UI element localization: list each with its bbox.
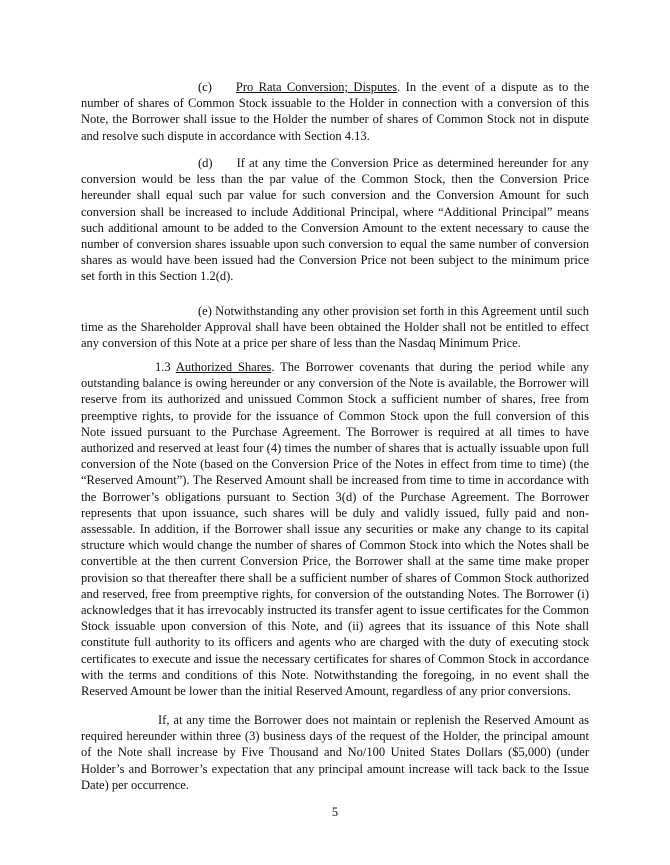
paragraph-c-label: (c) [198, 80, 212, 94]
paragraph-reserve [81, 712, 589, 793]
paragraph-d [81, 155, 589, 285]
paragraph-e [81, 303, 589, 352]
section-1-3-number: 1.3 [155, 360, 171, 374]
paragraph-c-text: . In the event of a dispute as to the number of shares of Common Stock issuable to the Holder in connection with a conversion of this Note, the Borrower shall issue to the Holder the number of shares of Common Stock not in dispute and resolve such dispute in accordance with Section 4.13. [81, 80, 589, 143]
section-1-3-heading: Authorized Shares [175, 360, 272, 374]
section-1-3-text: . The Borrower covenants that during the period while any outstanding balance is owing hereunder or any conversion of the Note is available, the Borrower will reserve from its authorized and unissued Common Stock a sufficient number of shares, free from preemptive rights, to provide for the issuance of Common Stock upon the full conversion of this Note issued pursuant to the Purchase Agreement. The Borrower is required at all times to have authorized and reserved at least four (4) times the number of shares that is actually issuable upon full conversion of the Note (based on the Conversion Price of the Notes in effect from time to time) (the “Reserved Amount”). The Reserved Amount shall be increased from time to time in accordance with the Borrower’s obligations pursuant to Section 3(d) of the Purchase Agreement. The Borrower represents that upon issuance, such shares will be duly and validly issued, fully paid and non-assessable. In addition, if the Borrower shall issue any securities or make any change to its capital structure which would change the number of shares of Common Stock into which the Notes shall be convertible at the then current Conversion Price, the Borrower shall at the same time make proper provision so that thereafter there shall be a sufficient number of shares of Common Stock authorized and reserved, free from preemptive rights, for conversion of the outstanding Notes. The Borrower (i) acknowledges that it has irrevocably instructed its transfer agent to issue certificates for the Common Stock issuable upon conversion of this Note, and (ii) agrees that its issuance of this Note shall constitute full authority to its officers and agents who are charged with the duty of executing stock certificates to execute and issue the necessary certificates for shares of Common Stock in accordance with the terms and conditions of this Note. Notwithstanding the foregoing, in no event shall the Reserved Amount be lower than the initial Reserved Amount, regardless of any prior conversions. [81, 360, 590, 699]
section-1-3 [81, 359, 589, 699]
paragraph-d-text: If at any time the Conversion Price as determined hereunder for any conversion would be less than the par value of the Common Stock, then the Conversion Price hereunder shall equal such par value for such conversion and the Conversion Amount for such conversion shall be increased to include Additional Principal, where “Additional Principal” means such additional amount to be added to the Conversion Amount to the extent necessary to cause the number of conversion shares issuable upon such conversion to equal the same number of conversion shares as would have been issued had the Conversion Price not been subject to the minimum price set forth in this Section 1.2(d). [81, 156, 589, 284]
paragraph-e-text: (e) Notwithstanding any other provision set forth in this Agreement until such time as the Shareholder Approval shall have been obtained the Holder shall not be entitled to effect any conversion of this Note at a price per share of less than the Nasdaq Minimum Price. [81, 304, 589, 351]
paragraph-c [81, 79, 589, 144]
paragraph-c-heading: Pro Rata Conversion; Disputes [235, 80, 398, 94]
paragraph-d-label: (d) [198, 156, 213, 170]
paragraph-reserve-text: If, at any time the Borrower does not maintain or replenish the Reserved Amount as required hereunder within three (3) business days of the request of the Holder, the principal amount of the Note shall increase by Five Thousand and No/100 United States Dollars ($5,000) (under Holder’s and Borrower’s expectation that any principal amount increase will tack back to the Issue Date) per occurrence. [81, 713, 589, 792]
page-number: 5 [331, 805, 339, 819]
